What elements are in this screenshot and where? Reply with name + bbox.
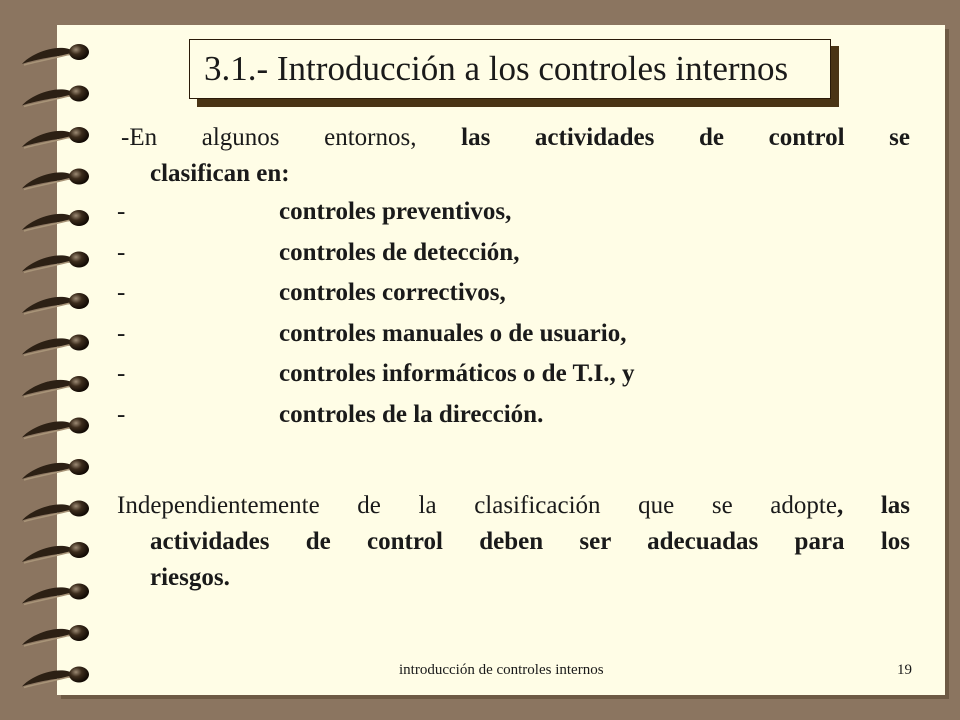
title-box	[189, 39, 831, 99]
intro-line-1	[117, 120, 910, 156]
closing-line-1	[117, 488, 910, 524]
slide-title: 3.1.- Introducción a los controles internos	[204, 49, 789, 88]
list-item-text: controles de la dirección.	[279, 400, 544, 428]
list-dash: -	[117, 360, 126, 387]
list-item-text: controles correctivos,	[279, 279, 506, 306]
closing-paragraph	[117, 488, 910, 596]
list-dash: -	[117, 279, 126, 306]
closing-bold-1: , las	[836, 492, 911, 519]
list-dash: -	[117, 238, 126, 266]
closing-bold-2: actividades de control deben ser adecuadas para los	[150, 528, 910, 555]
list-dash: -	[117, 198, 126, 225]
list-dash: -	[117, 319, 126, 347]
list-dash: -	[117, 400, 126, 428]
intro-paragraph	[117, 120, 910, 192]
footer-title: introducción de controles internos	[399, 662, 604, 678]
list-item-text: controles preventivos,	[279, 198, 512, 225]
intro-prefix: -En algunos entornos,	[121, 124, 417, 151]
intro-bold-2: clasifican en:	[150, 160, 290, 187]
closing-bold-3: riesgos.	[150, 564, 230, 591]
intro-bold-1: las actividades de control se	[461, 124, 911, 151]
spiral-binding-icon	[0, 0, 120, 720]
page-number: 19	[897, 662, 912, 678]
list-item-text: controles informáticos o de T.I., y	[279, 360, 635, 387]
closing-prefix: Independientemente de la clasificación que se adopte	[117, 492, 837, 519]
list-item-text: controles manuales o de usuario,	[279, 319, 627, 347]
list-item-text: controles de detección,	[279, 238, 520, 266]
